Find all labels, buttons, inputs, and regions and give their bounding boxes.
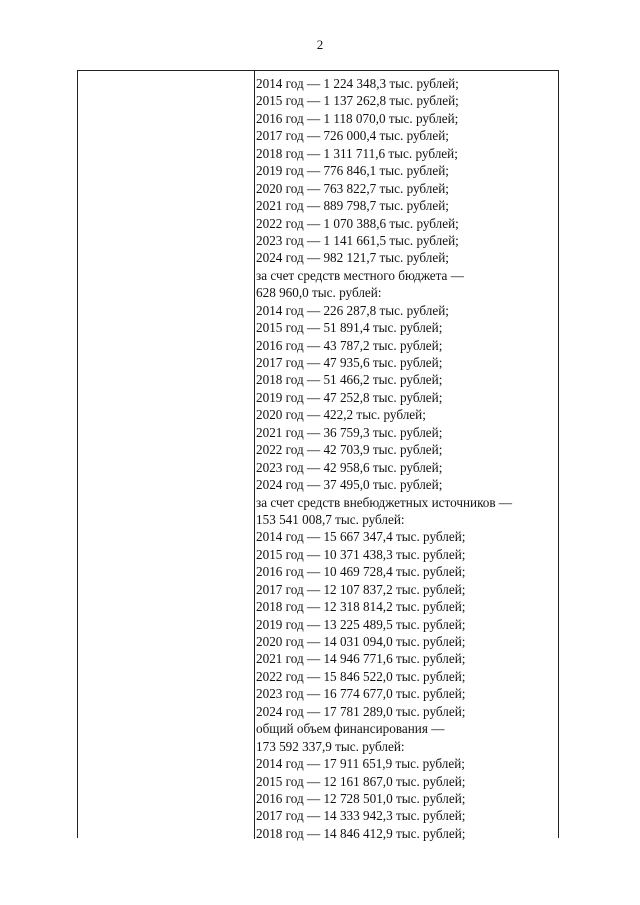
- text-line: 2015 год — 12 161 867,0 тыс. рублей;: [256, 773, 466, 789]
- text-line: 2017 год — 47 935,6 тыс. рублей;: [256, 355, 443, 370]
- text-line: 2017 год — 12 107 837,2 тыс. рублей;: [256, 581, 466, 597]
- text-line: 2019 год — 47 252,8 тыс. рублей;: [256, 389, 443, 405]
- text-line: 173 592 337,9 тыс. рублей:: [256, 738, 405, 754]
- text-line: 628 960,0 тыс. рублей:: [256, 285, 382, 301]
- text-line: 2019 год — 776 846,1 тыс. рублей;: [256, 163, 449, 179]
- text-line: 2021 год — 36 759,3 тыс. рублей;: [256, 424, 443, 440]
- text-line: 2014 год — 17 911 651,9 тыс. рублей;: [256, 756, 465, 772]
- financing-lines: [256, 75, 556, 842]
- text-line: 2022 год — 42 703,9 тыс. рублей;: [256, 442, 443, 458]
- text-line: 2019 год — 13 225 489,5 тыс. рублей;: [256, 616, 466, 632]
- text-line: 2024 год — 982 121,7 тыс. рублей;: [256, 250, 449, 266]
- text-line: 2016 год — 1 118 070,0 тыс. рублей;: [256, 110, 459, 126]
- text-line: 2022 год — 1 070 388,6 тыс. рублей;: [256, 215, 459, 231]
- text-line: 2020 год — 422,2 тыс. рублей;: [256, 407, 426, 423]
- text-line: 2024 год — 17 781 289,0 тыс. рублей;: [256, 703, 466, 719]
- text-line: 2014 год — 15 667 347,4 тыс. рублей;: [256, 529, 466, 545]
- text-line: 2016 год — 12 728 501,0 тыс. рублей;: [256, 790, 466, 806]
- text-line: за счет средств внебюджетных источников —: [256, 494, 513, 510]
- page-number: 2: [316, 37, 324, 52]
- text-line: 2014 год — 226 287,8 тыс. рублей;: [256, 302, 449, 318]
- text-line: 2024 год — 37 495,0 тыс. рублей;: [256, 477, 443, 493]
- text-line: общий объем финансирования —: [256, 721, 445, 737]
- text-line: за счет средств местного бюджета —: [256, 267, 464, 283]
- text-line: 2022 год — 15 846 522,0 тыс. рублей;: [256, 668, 466, 684]
- text-line: 2014 год — 1 224 348,3 тыс. рублей;: [256, 76, 459, 91]
- text-line: 2021 год — 14 946 771,6 тыс. рублей;: [256, 651, 466, 667]
- text-line: 2015 год — 10 371 438,3 тыс. рублей;: [256, 546, 466, 562]
- text-line: 2018 год — 1 311 711,6 тыс. рублей;: [256, 145, 458, 161]
- text-line: 2016 год — 43 787,2 тыс. рублей;: [256, 337, 443, 353]
- text-line: 2017 год — 14 333 942,3 тыс. рублей;: [256, 808, 466, 824]
- text-line: 2017 год — 726 000,4 тыс. рублей;: [256, 128, 449, 144]
- text-line: 2016 год — 10 469 728,4 тыс. рублей;: [256, 564, 466, 580]
- text-line: 2018 год — 12 318 814,2 тыс. рублей;: [256, 599, 466, 615]
- text-line: 2020 год — 14 031 094,0 тыс. рублей;: [256, 634, 466, 649]
- text-line: 2021 год — 889 798,7 тыс. рублей;: [256, 198, 449, 214]
- text-line: 2023 год — 16 774 677,0 тыс. рублей;: [256, 686, 466, 702]
- text-line: 2018 год — 51 466,2 тыс. рублей;: [256, 372, 443, 388]
- text-line: 2018 год — 14 846 412,9 тыс. рублей;: [256, 825, 466, 841]
- column-divider: [254, 71, 255, 839]
- text-line: 2023 год — 1 141 661,5 тыс. рублей;: [256, 232, 459, 248]
- text-line: 2023 год — 42 958,6 тыс. рублей;: [256, 459, 443, 475]
- text-line: 153 541 008,7 тыс. рублей:: [256, 511, 405, 527]
- text-line: 2015 год — 1 137 262,8 тыс. рублей;: [256, 93, 459, 109]
- text-line: 2015 год — 51 891,4 тыс. рублей;: [256, 320, 443, 336]
- text-line: 2020 год — 763 822,7 тыс. рублей;: [256, 180, 449, 196]
